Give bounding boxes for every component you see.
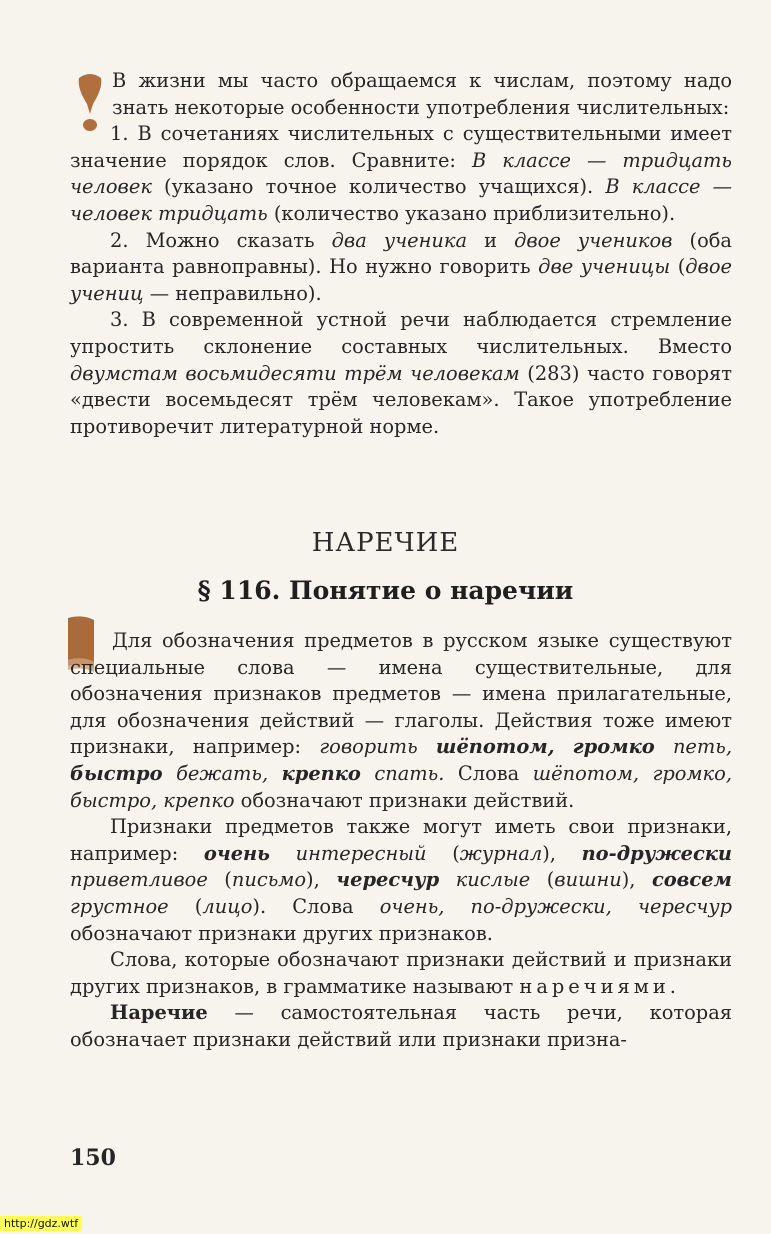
- watermark-link[interactable]: http://gdz.wtf: [0, 1216, 82, 1231]
- body-paragraph-3: Слова, которые обозначают признаки действий и признаки других признаков, в грамматике называют наречиями.: [70, 948, 732, 998]
- note-item-1: 1. В сочетаниях числительных с существительными имеет значение порядок слов. Сравните: В классе — тридцать человек (указано точное количество учащихся). В классе — человек тридцать (количество указано приблизительно).: [70, 122, 732, 225]
- paragraph-title: § 116. Понятие о наречии: [197, 576, 574, 605]
- section-title: НАРЕЧИЕ: [311, 528, 460, 558]
- body-paragraph-1: Для обозначения предметов в русском языке существуют специальные слова — имена существительные, для обозначения признаков предметов — имена прилагательные, для обозначения действий — глаголы. Действия тоже имеют признаки, например: говорить шёпотом, громко петь, быстро бежать, крепко спать. Слова шёпотом, громко, быстро, крепко обозначают признаки действий.: [70, 629, 733, 812]
- page-number: 150: [70, 1145, 116, 1171]
- adverb-definition: Наречие — самостоятельная часть речи, которая обозначает признаки действий или признаки призна-: [70, 1001, 732, 1051]
- adverb-concept-text: [70, 628, 732, 1054]
- term-adverbs: наречиями: [519, 974, 670, 998]
- term-adverb: Наречие: [110, 1001, 208, 1025]
- note-item-2: 2. Можно сказать два ученика и двое учеников (оба варианта равноправны). Но нужно говорить две ученицы (двое учениц — неправильно).: [70, 228, 732, 305]
- numerals-note: [70, 68, 732, 440]
- body-paragraph-2: Признаки предметов также могут иметь свои признаки, например: очень интересный (журнал), по-дружески приветливое (письмо), чересчур кислые (вишни), совсем грустное (лицо). Слова очень, по-дружески, чересчур обозначают признаки других признаков.: [70, 815, 732, 945]
- note-intro: В жизни мы часто обращаемся к числам, поэтому надо знать некоторые особенности употребления числительных:: [112, 69, 732, 119]
- note-item-3: 3. В современной устной речи наблюдается стремление упростить склонение составных числительных. Вместо двумстам восьмидесяти трём человекам (283) часто говорят «двести восемьдесят трём человекам». Такое употребление противоречит литературной норме.: [70, 308, 732, 438]
